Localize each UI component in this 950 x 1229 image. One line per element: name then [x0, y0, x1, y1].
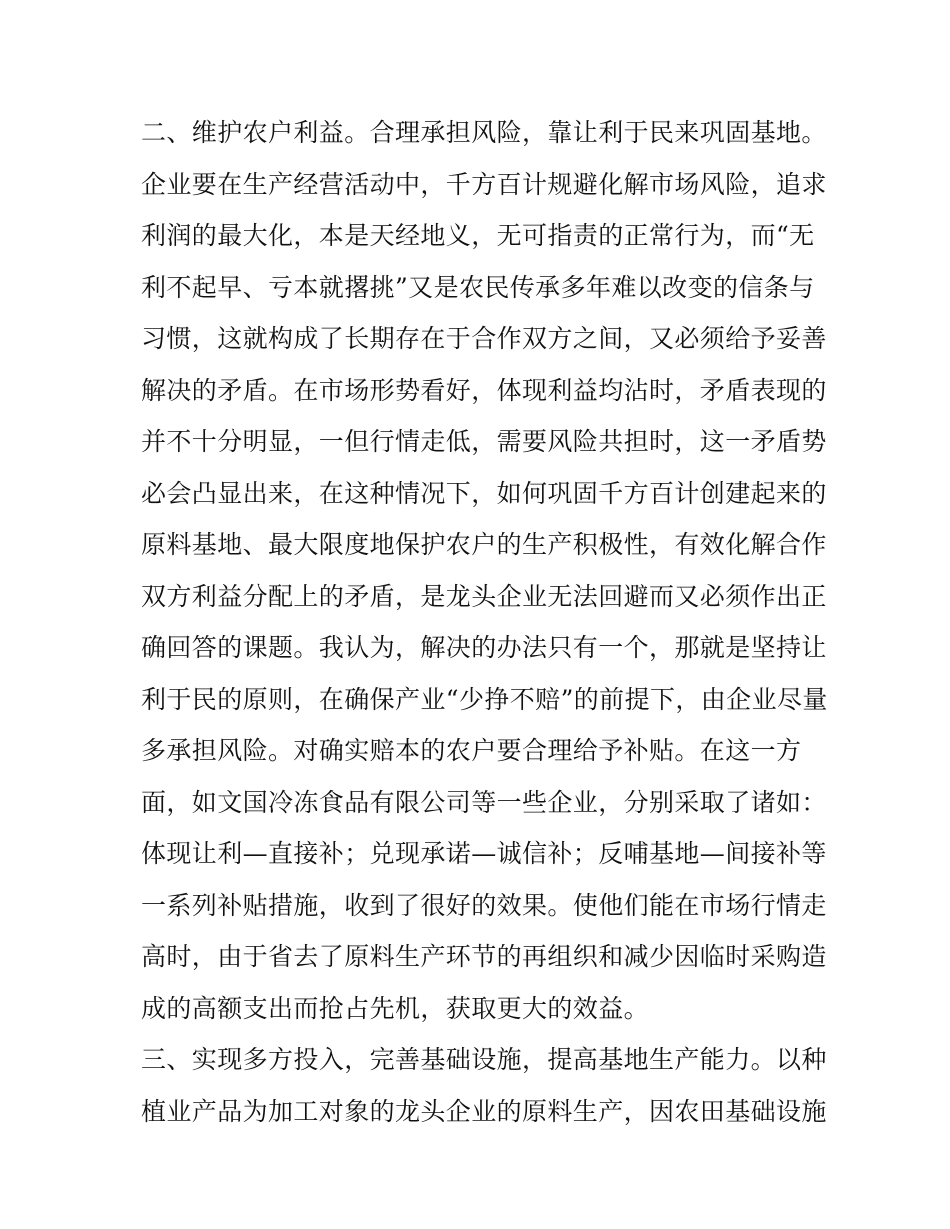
text-line: 确回答的课题。我认为，解决的办法只有一个，那就是坚持让: [141, 633, 827, 662]
text-line: 并不十分明显，一但行情走低，需要风险共担时，这一矛盾势: [141, 427, 827, 456]
text-line: 体现让利—直接补；兑现承诺—诚信补；反哺基地—间接补等: [141, 839, 827, 868]
text-line: 原料基地、最大限度地保护农户的生产积极性，有效化解合作: [141, 530, 827, 559]
text-line: 二、维护农户利益。合理承担风险，靠让利于民来巩固基地。: [141, 118, 827, 147]
text-line: 利于民的原则，在确保产业“少挣不赔”的前提下，由企业尽量: [141, 684, 828, 714]
text-line: 面，如文国冷冻食品有限公司等一些企业，分别采取了诸如：: [141, 787, 827, 817]
text-line: 利润的最大化，本是天经地义，无可指责的正常行为，而“无: [141, 221, 815, 250]
text-line: 多承担风险。对确实赔本的农户要合理给予补贴。在这一方: [141, 736, 802, 765]
text-line: 双方利益分配上的矛盾，是龙头企业无法回避而又必须作出正: [141, 581, 827, 611]
body-text: [141, 107, 828, 1137]
text-line: 必会凸显出来，在这种情况下，如何巩固千方百计创建起来的: [141, 478, 827, 508]
text-line: 三、实现多方投入，完善基础设施，提高基地生产能力。以种: [141, 1045, 827, 1074]
text-line: 企业要在生产经营活动中，千方百计规避化解市场风险，追求: [141, 169, 827, 199]
text-line: 利不起早、亏本就撂挑”又是农民传承多年难以改变的信条与: [141, 272, 815, 302]
text-line: 解决的矛盾。在市场形势看好，体现利益均沾时，矛盾表现的: [141, 375, 827, 405]
text-line: 植业产品为加工对象的龙头企业的原料生产，因农田基础设施: [141, 1096, 827, 1126]
text-line: 成的高额支出而抢占先机，获取更大的效益。: [141, 993, 650, 1023]
text-line: 习惯，这就构成了长期存在于合作双方之间，又必须给予妥善: [141, 324, 827, 353]
text-line: 一系列补贴措施，收到了很好的效果。使他们能在市场行情走: [141, 890, 827, 920]
text-line: 高时，由于省去了原料生产环节的再组织和减少因临时采购造: [141, 942, 827, 971]
